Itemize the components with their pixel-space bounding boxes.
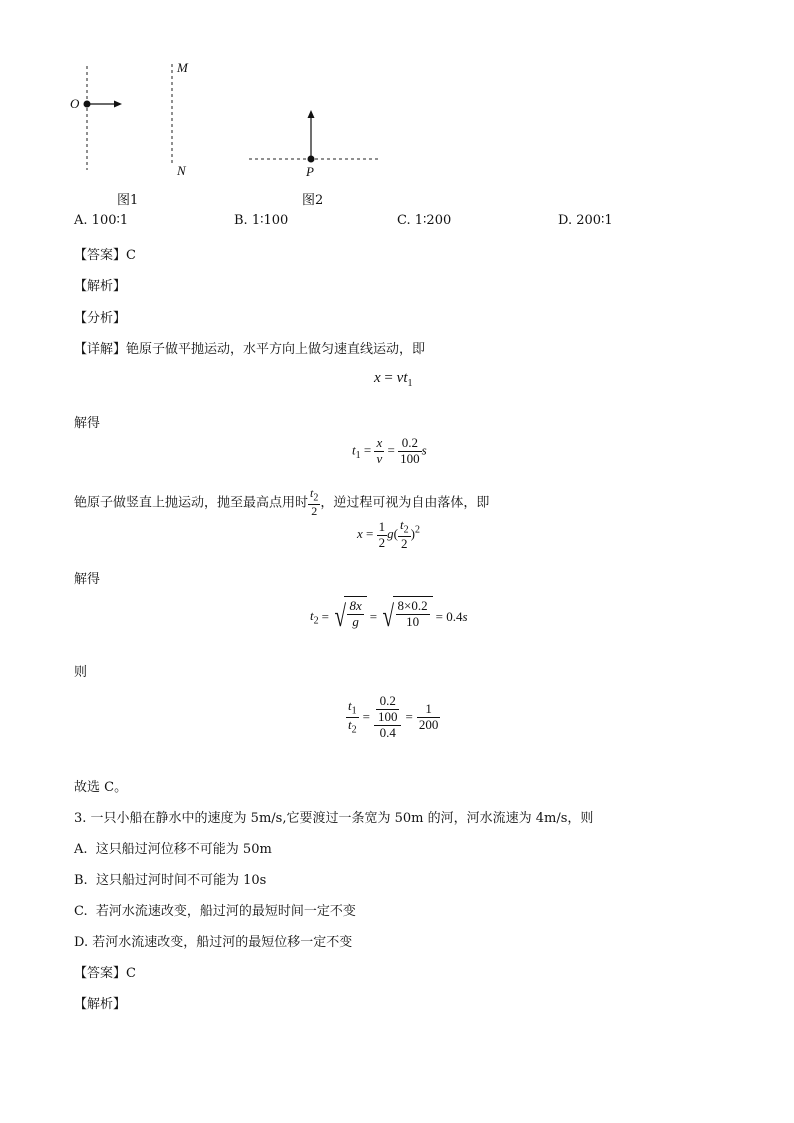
arrow-head [114,101,122,108]
conclusion: 故选 C。 [74,780,128,795]
figure-1 [60,58,210,183]
q3-option-c: C. 若河水流速改变，船过河的最短时间一定不变 [74,904,356,919]
figure-1-caption: 图1 [117,193,139,208]
q3-stem: 3. 一只小船在静水中的速度为 5m/s,它要渡过一条宽为 50m 的河，河水流速为 4m/s，则 [74,811,594,826]
equation-ratio: $\frac{t_1}{t_2}$ = $\frac{\frac{0.2}{100}}{0.4}$ = $\frac{1}{200}$ [348,693,439,740]
label-p: P [306,164,314,179]
solve-1: 解得 [74,416,101,431]
equation-free-fall: x = $\frac{1}{2}$ g( $\frac{t_2}{2}$ )$^2$ [357,517,420,552]
q3-option-d: D. 若河水流速改变，船过河的最短位移一定不变 [74,935,353,950]
fenxi-label: 【分析】 [74,311,127,326]
label-o: O [70,96,80,111]
point-p [308,156,315,163]
q3-analysis: 【解析】 [74,997,127,1012]
option-a: A. 100∶1 [74,213,129,228]
answer-q2: 【答案】C [74,248,136,263]
equation-t2: $t_2$ = √ $\frac{8x}{g}$ = √ $\frac{8\times 0.2}{10}$ = 0.4s [310,596,468,638]
analysis-label: 【解析】 [74,279,127,294]
then-label: 则 [74,665,88,680]
q3-option-a: A. 这只船过河位移不可能为 50m [74,842,272,857]
equation-x-vt1: $x = vt_1$ [374,370,413,389]
solve-2: 解得 [74,572,101,587]
figure-2 [245,100,385,170]
option-b: B. 1∶100 [234,213,289,228]
arrow-head-up [308,110,315,118]
label-n: N [177,163,186,178]
q3-answer: 【答案】C [74,966,136,981]
label-m: M [177,60,188,75]
q3-option-b: B. 这只船过河时间不可能为 10s [74,873,267,888]
option-c: C. 1∶200 [397,213,452,228]
detail-line: 【详解】铯原子做平抛运动，水平方向上做匀速直线运动，即 [74,342,426,357]
text-line-2: 铯原子做竖直上抛运动，抛至最高点用时 $\frac{t_2}{2}$ ，逆过程可视为自由落体，即 [74,486,490,518]
figure-2-caption: 图2 [302,193,324,208]
option-d: D. 200∶1 [558,213,613,228]
equation-t1: $t_1$ = $\frac{x}{v}$ = $\frac{0.2}{100}$ s [352,435,427,466]
